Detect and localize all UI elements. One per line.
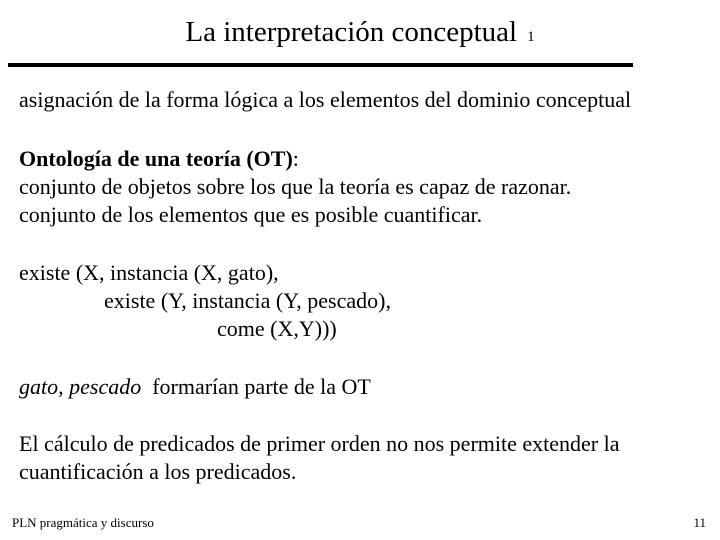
note-line-1: El cálculo de predicados de primer orden no nos permite extender la [19,431,620,456]
footer-course: PLN pragmática y discurso [12,515,154,530]
slide-title [0,14,720,55]
ot-example-rest: formarían parte de la OT [152,374,371,399]
ot-example-line [19,373,371,401]
ot-heading-colon: : [292,146,299,171]
slide-title-number: 1 [527,29,535,45]
formula-line-2: existe (Y, instancia (Y, pescado), [104,288,391,313]
note-line-2: cuantificación a los predicados. [19,459,297,484]
formula-line-1: existe (X, instancia (X, gato), [19,260,279,285]
ot-heading: Ontología de una teoría (OT) [19,146,293,171]
ot-heading-line [19,145,299,173]
ot-definition-1: conjunto de objetos sobre los que la teoría es capaz de razonar. [19,174,572,199]
ot-definition-2: conjunto de los elementos que es posible cuantificar. [19,202,483,227]
formula-line-3: come (X,Y))) [217,316,337,341]
ot-example-terms: gato, pescado [19,374,142,399]
title-underline [8,63,633,67]
slide-title-text: La interpretación conceptual [185,16,518,48]
intro-line: asignación de la forma lógica a los elementos del dominio conceptual [19,87,632,112]
footer-page-number: 11 [693,515,706,530]
